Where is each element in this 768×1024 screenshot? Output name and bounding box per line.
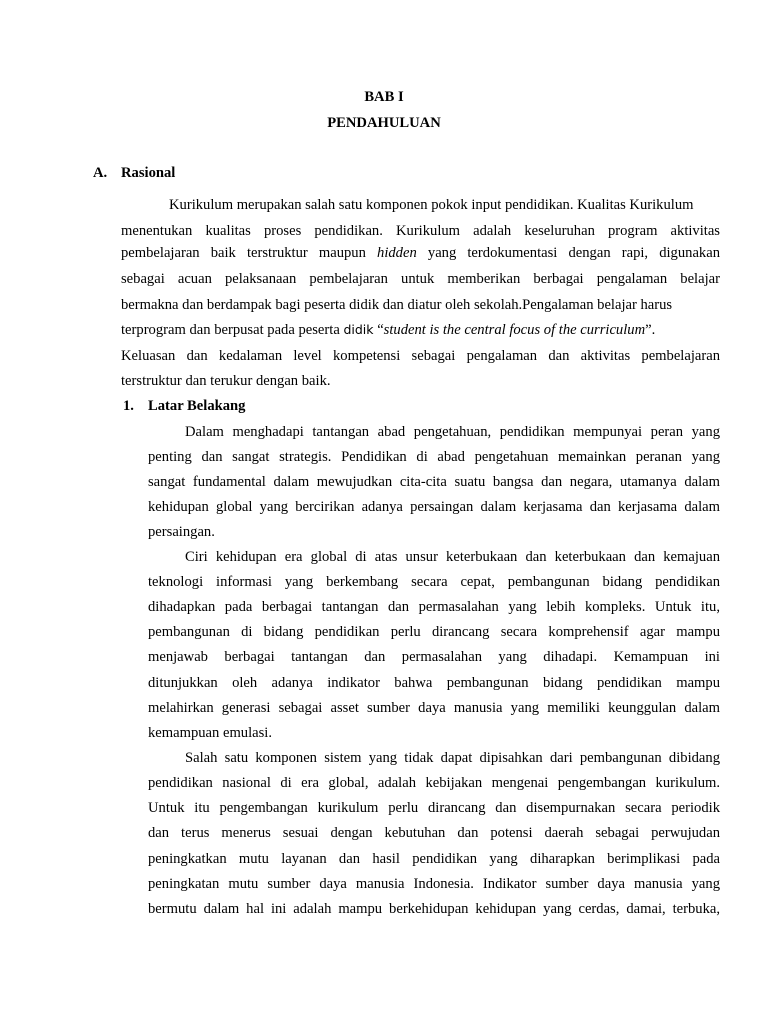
paragraph-line: pendidikan nasional di era global, adalah kebijakan mengenai pengembangan kurikulum. [148,775,720,791]
paragraph-line: peningkatkan mutu layanan dan hasil pendidikan yang diharapkan berimplikasi pada [148,851,720,867]
text-segment: terprogram dan berpusat pada peserta [121,322,340,338]
paragraph-line: terstruktur dan terukur dengan baik. [121,373,331,389]
paragraph-line: kemampuan emulasi. [148,725,273,741]
quote-mark: ”. [645,322,656,338]
paragraph-line: Kurikulum merupakan salah satu komponen pokok input pendidikan. Kualitas Kurikulum [169,197,694,213]
paragraph-line: bermakna dan berdampak bagi peserta didik dan diatur oleh sekolah.Pengalaman belajar harus [121,297,673,313]
text-segment: yang terdokumentasi dengan rapi, digunakan [427,245,720,261]
paragraph-line: persaingan. [148,524,215,540]
text-segment: didik [343,322,374,337]
paragraph-line [121,244,720,262]
paragraph-line: bermutu dalam hal ini adalah mampu berkehidupan kehidupan yang cerdas, damai, terbuka, [148,901,720,917]
paragraph-line [121,321,720,339]
paragraph-line: teknologi informasi yang berkembang secara cepat, pembangunan bidang pendidikan [148,574,720,590]
subsection-1-heading: Latar Belakang [148,398,246,414]
paragraph-line: menentukan kualitas proses pendidikan. Kurikulum adalah keseluruhan program aktivitas [121,223,720,239]
chapter-number: BAB I [364,89,404,105]
italic-quote: student is the central focus of the curriculum [383,322,646,338]
paragraph-line: Dalam menghadapi tantangan abad pengetahuan, pendidikan mempunyai peran yang [185,424,720,440]
section-a-marker: A. [93,165,108,181]
paragraph-line: dan terus menerus sesuai dengan kebutuhan dan potensi daerah sebagai perwujudan [148,825,720,841]
paragraph-line: Ciri kehidupan era global di atas unsur keterbukaan dan keterbukaan dan kemajuan [185,549,720,565]
paragraph-line: dihadapkan pada berbagai tantangan dan permasalahan yang lebih kompleks. Untuk itu, [148,599,720,615]
paragraph-line: melahirkan generasi sebagai asset sumber daya manusia yang memiliki keunggulan dalam [148,700,720,716]
paragraph-line: Keluasan dan kedalaman level kompetensi sebagai pengalaman dan aktivitas pembelajaran [121,348,720,364]
paragraph-line: Untuk itu pengembangan kurikulum perlu dirancang dan disempurnakan secara periodik [148,800,720,816]
paragraph-line: pembangunan di bidang pendidikan perlu dirancang secara komprehensif agar mampu [148,624,720,640]
paragraph-line: kehidupan global yang bercirikan adanya persaingan dalam kerjasama dan kerjasama dalam [148,499,720,515]
paragraph-line: penting dan sangat strategis. Pendidikan di abad pengetahuan memainkan peranan yang [148,449,720,465]
subsection-1-marker: 1. [123,398,134,414]
paragraph-line: sangat fundamental dalam mewujudkan cita-cita suatu bangsa dan negara, utamanya dalam [148,474,720,490]
paragraph-line: Salah satu komponen sistem yang tidak dapat dipisahkan dari pembangunan dibidang [185,750,720,766]
paragraph-line: peningkatan mutu sumber daya manusia Indonesia. Indikator sumber daya manusia yang [148,876,720,892]
paragraph-line: ditunjukkan oleh adanya indikator bahwa pembangunan bidang pendidikan mampu [148,675,720,691]
paragraph-line: menjawab berbagai tantangan dan permasalahan yang dihadapi. Kemampuan ini [148,649,720,665]
section-a-heading: Rasional [121,165,176,181]
paragraph-line: sebagai acuan pelaksanaan pembelajaran untuk memberikan berbagai pengalaman belajar [121,271,720,287]
italic-term: hidden [377,245,417,261]
text-segment: pembelajaran baik terstruktur maupun [121,245,366,261]
chapter-title: PENDAHULUAN [327,115,441,131]
quote-mark: “ [377,322,384,338]
